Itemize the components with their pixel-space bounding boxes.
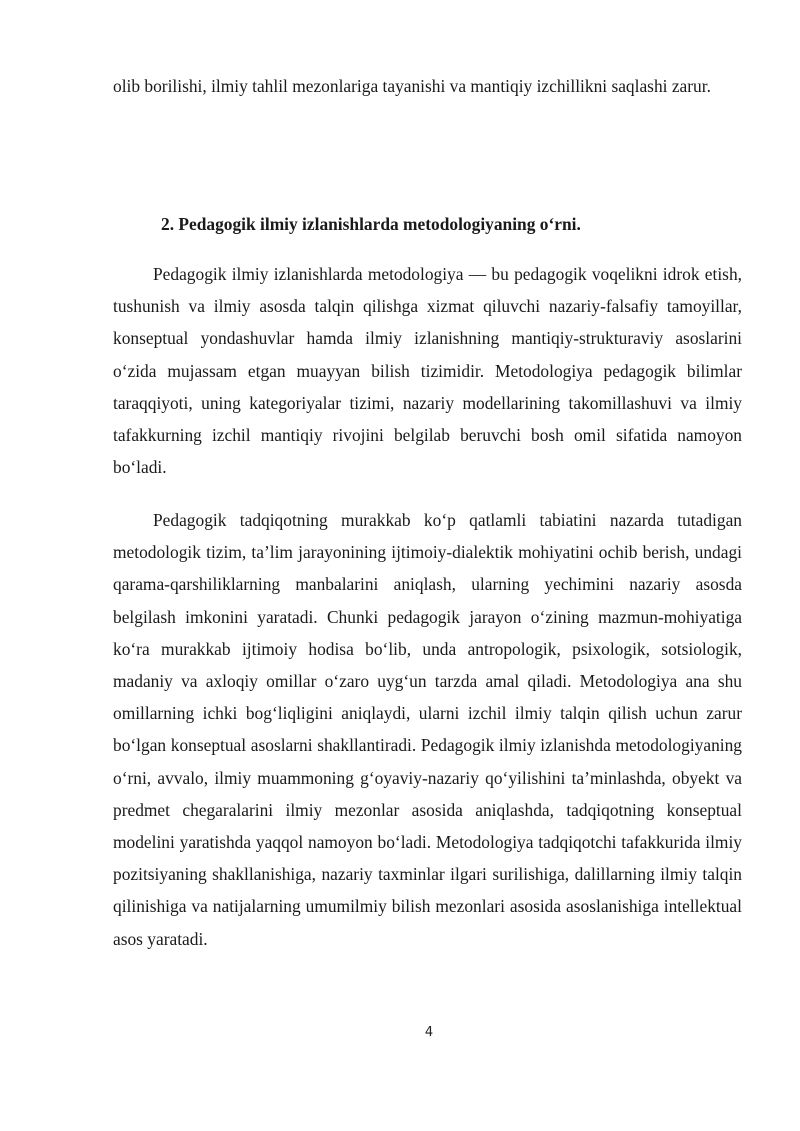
intro-paragraph: olib borilishi, ilmiy tahlil mezonlariga tayanishi va mantiqiy izchillikni saqlashi zarur.	[113, 76, 711, 96]
body-paragraph-1: Pedagogik ilmiy izlanishlarda metodologiya — bu pedagogik voqelikni idrok etish, tushunish va ilmiy asosda talqin qilishga xizmat qiluvchi nazariy-falsafiy tamoyillar, konseptual yondashuvlar hamda ilmiy izlanishning mantiqiy-strukturaviy asoslarini o‘zida mujassam etgan muayyan bilish tizimidir. Metodologiya pedagogik bilimlar taraqqiyoti, uning kategoriyalar tizimi, nazariy modellarining takomillashuvi va ilmiy tafakkurning izchil mantiqiy rivojini belgilab beruvchi bosh omil sifatida namoyon bo‘ladi.	[113, 264, 742, 478]
body-paragraph-2: Pedagogik tadqiqotning murakkab ko‘p qatlamli tabiatini nazarda tutadigan metodologik tizim, ta’lim jarayonining ijtimoiy-dialektik mohiyatini ochib berish, undagi qarama-qarshiliklarning manbalarini aniqlash, ularning yechimini nazariy asosda belgilash imkonini yaratadi. Chunki pedagogik jarayon o‘zining mazmun-mohiyatiga ko‘ra murakkab ijtimoiy hodisa bo‘lib, unda antropologik, psixologik, sotsiologik, madaniy va axloqiy omillar o‘zaro uyg‘un tarzda amal qiladi. Metodologiya ana shu omillarning ichki bog‘liqligini aniqlaydi, ularni izchil ilmiy talqin qilish uchun zarur bo‘lgan konseptual asoslarni shakllantiradi. Pedagogik ilmiy izlanishda metodologiyaning o‘rni, avvalo, ilmiy muammoning g‘oyaviy-nazariy qo‘yilishini ta’minlashda, obyekt va predmet chegaralarini ilmiy mezonlar asosida aniqlashda, tadqiqotning konseptual modelini yaratishda yaqqol namoyon bo‘ladi. Metodologiya tadqiqotchi tafakkurida ilmiy pozitsiyaning shakllanishiga, nazariy taxminlar ilgari surilishiga, dalillarning ilmiy talqin qilinishiga va natijalarning umumilmiy bilish mezonlari asosida asoslanishiga intellektual asos yaratadi.	[113, 510, 742, 949]
section-heading: 2. Pedagogik ilmiy izlanishlarda metodologiyaning o‘rni.	[161, 214, 581, 234]
page-number: 4	[424, 1025, 434, 1040]
